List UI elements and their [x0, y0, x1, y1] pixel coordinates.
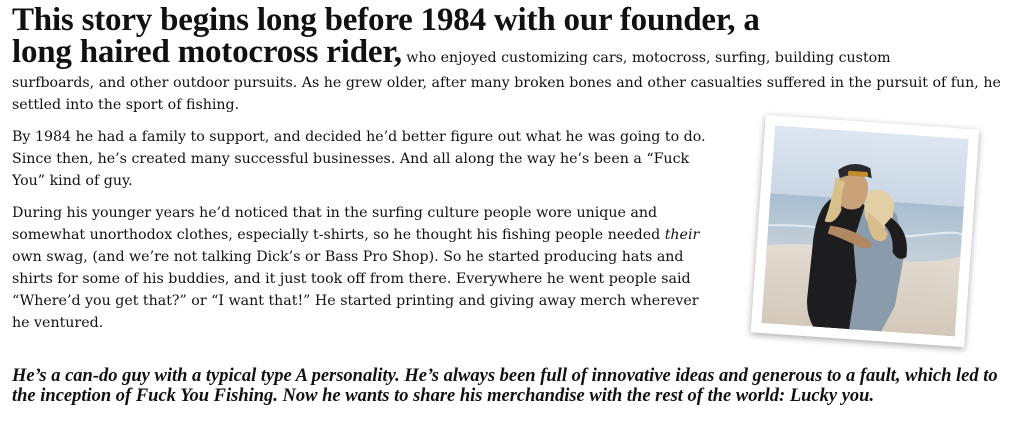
closing-statement: He’s a can-do guy with a typical type A personality. He’s always been full of innovative ideas and generous to a fault, which led to the inception of Fuck You Fishing. Now he wants to share his merchandise with the rest of the world: Lucky you.	[12, 366, 998, 406]
paragraph-2-emphasis: their	[664, 227, 700, 243]
story-headline	[12, 4, 1002, 74]
paragraph-surf-culture	[12, 202, 712, 334]
paragraph-2-text-a: During his younger years he’d noticed that in the surfing culture people wore unique and somewhat unorthodox clothes, especially t-shirts, so he thought his fishing people needed	[12, 205, 665, 243]
headline-inline-text: who enjoyed customizing cars, motocross, surfing, building custom	[401, 50, 891, 66]
paragraph-2-text-b: own swag, (and we’re not talking Dick’s or Bass Pro Shop). So he started producing hats and shirts for some of his buddies, and it just took off from there. Everywhere he went people said “Where’d you get that?” or “I want that!” He started printing and giving away merch wherever he ventured.	[12, 249, 699, 331]
paragraph-family-1984: By 1984 he had a family to support, and decided he’d better figure out what he was going to do. Since then, he’s created many successful businesses. And all along the way he’s been a “Fuck You” kind of guy.	[12, 129, 706, 189]
headline-line-1: This story begins long before 1984 with our founder, a	[12, 2, 760, 38]
founder-photo	[751, 115, 980, 347]
headline-line-2: long haired motocross rider,	[12, 34, 402, 70]
founder-hug-image	[761, 125, 968, 336]
intro-paragraph: surfboards, and other outdoor pursuits. As he grew older, after many broken bones and other casualties suffered in the pursuit of fun, he settled into the sport of fishing.	[12, 75, 1001, 113]
